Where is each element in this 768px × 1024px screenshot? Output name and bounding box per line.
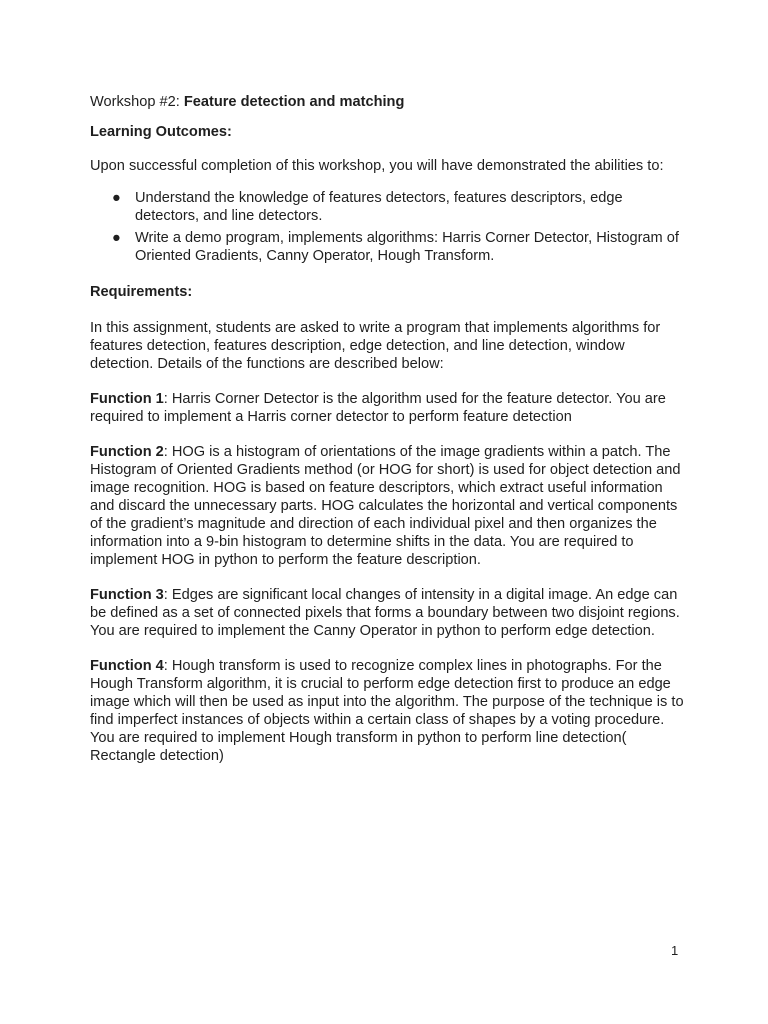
- outcomes-list: [90, 189, 685, 265]
- learning-outcomes-heading: Learning Outcomes:: [90, 124, 232, 140]
- function-text: : Hough transform is used to recognize complex lines in photographs. For the Hough Transform algorithm, it is crucial to perform edge detection first to produce an edge image which will then be used as input into the algorithm. The purpose of the technique is to find imperfect instances of objects within a certain class of shapes by a voting procedure. You are required to implement Hough transform in python to perform line detection( Rectangle detection): [90, 658, 684, 764]
- function-text: : HOG is a histogram of orientations of the image gradients within a patch. The Histogram of Oriented Gradients method (or HOG for short) is used for object detection and image recognition. HOG is based on feature descriptors, which extract useful information and discard the unnecessary parts. HOG calculates the horizontal and vertical components of the gradient’s magnitude and direction of each individual pixel and then organizes the information into a 9-bin histogram to determine shifts in the data. You are required to implement HOG in python to perform the feature description.: [90, 444, 681, 568]
- outcome-text: Write a demo program, implements algorithms: Harris Corner Detector, Histogram of Oriented Gradients, Canny Operator, Hough Transform.: [135, 230, 679, 264]
- intro-paragraph: Upon successful completion of this workshop, you will have demonstrated the abilities to:: [90, 158, 664, 174]
- function-label: Function 3: [90, 587, 164, 603]
- assignment-paragraph: In this assignment, students are asked to write a program that implements algorithms for features detection, features description, edge detection, and line detection, window detection. Details of the functions are described below:: [90, 320, 661, 372]
- function-3-paragraph: [90, 586, 685, 640]
- list-item: [90, 189, 685, 225]
- document-title: [90, 93, 685, 111]
- bullet-icon: ●: [112, 190, 121, 206]
- title-bold: Feature detection and matching: [183, 94, 405, 110]
- function-label: Function 1: [90, 391, 164, 407]
- requirements-heading: Requirements:: [90, 284, 193, 300]
- function-1-paragraph: [90, 390, 685, 426]
- title-prefix: Workshop #2:: [90, 94, 184, 110]
- function-4-paragraph: [90, 657, 685, 765]
- bullet-icon: ●: [112, 230, 121, 246]
- function-label: Function 4: [90, 658, 164, 674]
- function-text: : Harris Corner Detector is the algorithm used for the feature detector. You are required to implement a Harris corner detector to perform feature detection: [90, 391, 666, 425]
- function-label: Function 2: [90, 444, 164, 460]
- page-number: 1: [671, 943, 679, 958]
- list-item: [90, 229, 685, 265]
- outcome-text: Understand the knowledge of features detectors, features descriptors, edge detectors, and line detectors.: [135, 190, 623, 224]
- function-2-paragraph: [90, 443, 685, 569]
- function-text: : Edges are significant local changes of intensity in a digital image. An edge can be defined as a set of connected pixels that forms a boundary between two disjoint regions. You are required to implement the Canny Operator in python to perform edge detection.: [90, 587, 680, 639]
- document-body: [90, 93, 685, 782]
